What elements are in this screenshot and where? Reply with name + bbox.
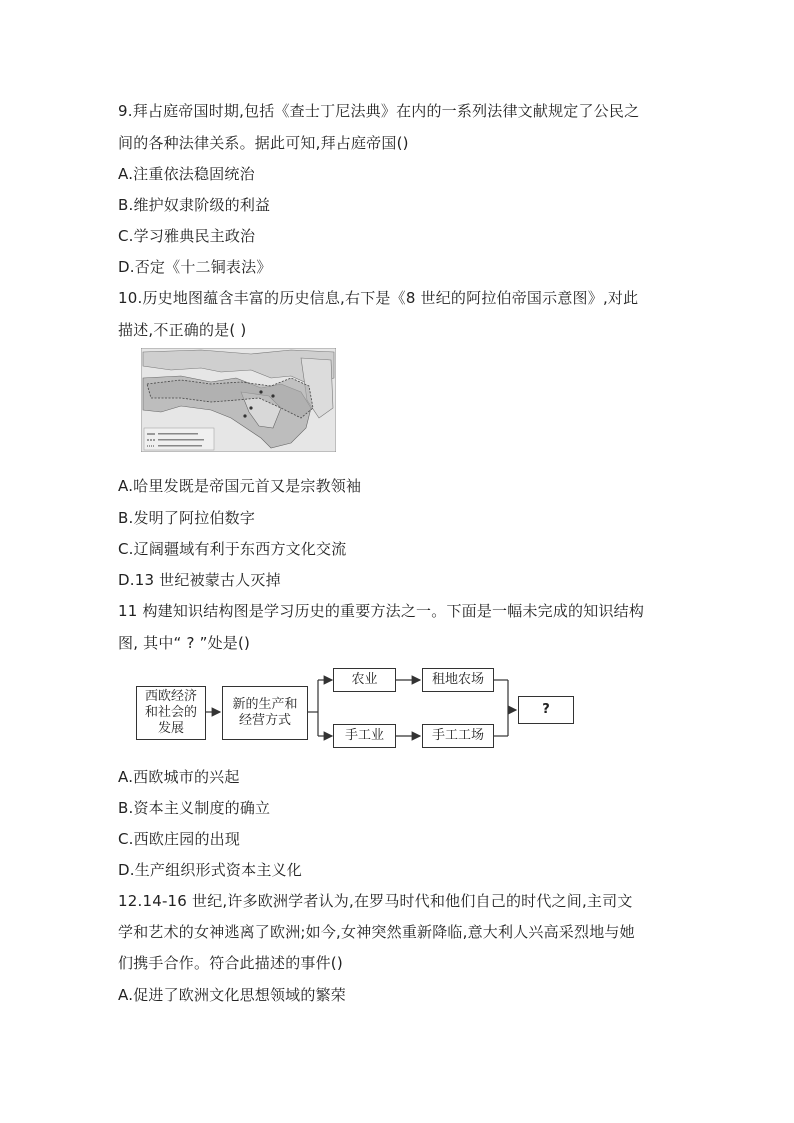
q9-option-a: A.注重依法稳固统治 — [118, 165, 255, 183]
q11-stem-line1: 11 构建知识结构图是学习历史的重要方法之一。下面是一幅未完成的知识结构 — [118, 602, 645, 620]
q9-option-d: D.否定《十二铜表法》 — [118, 258, 272, 276]
diagram-box-western-europe — [136, 686, 206, 740]
q12-stem-line3: 们携手合作。符合此描述的事件() — [118, 954, 343, 972]
q12-stem-line2: 学和艺术的女神逃离了欧洲;如今,女神突然重新降临,意大利人兴高采烈地与她 — [118, 923, 635, 941]
q10-option-c: C.辽阔疆域有利于东西方文化交流 — [118, 540, 347, 558]
diagram-box1-line1: 西欧经济 — [144, 689, 197, 704]
diagram-box-agriculture: 农业 — [333, 668, 396, 692]
q12-option-a: A.促进了欧洲文化思想领域的繁荣 — [118, 986, 346, 1004]
q11-option-a: A.西欧城市的兴起 — [118, 768, 240, 786]
diagram-box2-line2: 经营方式 — [238, 713, 291, 728]
diagram-box-handicraft: 手工业 — [333, 724, 396, 748]
diagram-box2-line1: 新的生产和 — [232, 697, 298, 712]
diagram-box-new-production — [222, 686, 308, 740]
q9-stem-line1: 9.拜占庭帝国时期,包括《查士丁尼法典》在内的一系列法律文献规定了公民之 — [118, 102, 640, 120]
diagram-box-workshop: 手工工场 — [422, 724, 494, 748]
q11-option-b: B.资本主义制度的确立 — [118, 799, 271, 817]
q11-option-c: C.西欧庄园的出现 — [118, 830, 241, 848]
q11-option-d: D.生产组织形式资本主义化 — [118, 861, 302, 879]
q10-option-a: A.哈里发既是帝国元首又是宗教领袖 — [118, 477, 362, 495]
q10-stem-line1: 10.历史地图蕴含丰富的历史信息,右下是《8 世纪的阿拉伯帝国示意图》,对此 — [118, 289, 639, 307]
q9-stem-line2: 间的各种法律关系。据此可知,拜占庭帝国() — [118, 134, 409, 152]
q9-option-c: C.学习雅典民主政治 — [118, 227, 256, 245]
arab-empire-map-image — [141, 348, 336, 452]
q11-stem-line2: 图, 其中“ ? ”处是() — [118, 634, 251, 652]
knowledge-structure-diagram — [120, 660, 590, 750]
q10-stem-line2: 描述,不正确的是( ) — [118, 321, 247, 339]
q10-option-b: B.发明了阿拉伯数字 — [118, 509, 256, 527]
diagram-box1-line3: 发展 — [157, 721, 184, 736]
diagram-box-rental-farm: 租地农场 — [422, 668, 494, 692]
q9-option-b: B.维护奴隶阶级的利益 — [118, 196, 271, 214]
diagram-box1-line2: 和社会的 — [144, 705, 197, 720]
diagram-box-unknown: ? — [518, 696, 574, 724]
q10-option-d: D.13 世纪被蒙古人灭掉 — [118, 571, 281, 589]
q12-stem-line1: 12.14-16 世纪,许多欧洲学者认为,在罗马时代和他们自己的时代之间,主司文 — [118, 892, 633, 910]
